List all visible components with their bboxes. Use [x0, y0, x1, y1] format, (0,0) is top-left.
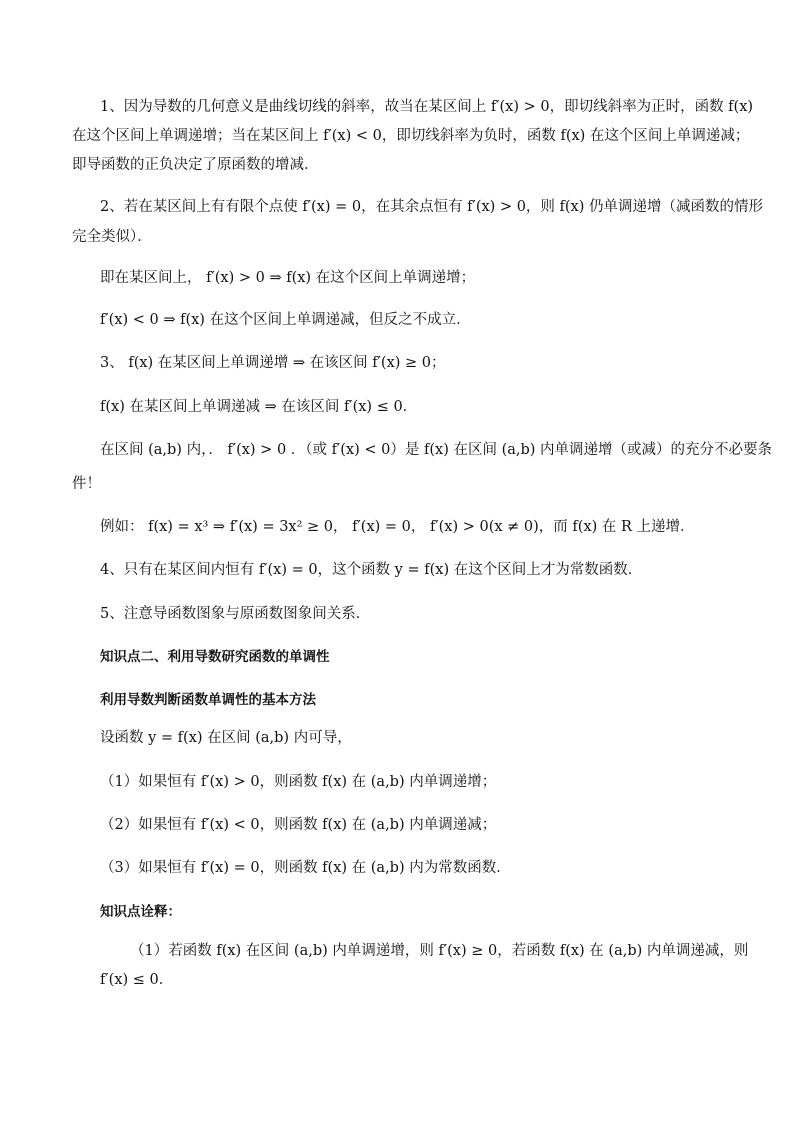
text-line: f(x) 在某区间上单调递减 ⇒ 在该区间 f′(x) ≤ 0．: [100, 399, 418, 415]
text-line: 2、若在某区间上有有限个点使 f′(x) = 0，在其余点恒有 f′(x) > 0，则 f(x) 仍单调递增（减函数的情形: [100, 199, 764, 215]
text-line: 1、因为导数的几何意义是曲线切线的斜率，故当在某区间上 f′(x) > 0，即切线斜率为正时，函数 f(x): [100, 99, 754, 115]
text-line: f′(x) < 0 ⇒ f(x) 在这个区间上单调递减，但反之不成立．: [100, 312, 471, 328]
text-line: 在这个区间上单调递增；当在某区间上 f′(x) < 0，即切线斜率为负时，函数 f(x) 在这个区间上单调递减；: [72, 128, 750, 144]
text-line: 3、 f(x) 在某区间上单调递增 ⇒ 在该区间 f′(x) ≥ 0；: [100, 355, 446, 371]
text-line: （3）如果恒有 f′(x) = 0，则函数 f(x) 在 (a,b) 内为常数函数．: [100, 860, 511, 876]
text-line: 在区间 (a,b) 内，． f′(x) > 0 ．（或 f′(x) < 0）是 f(x) 在区间 (a,b) 内单调递增（或减）的充分不必要条: [100, 442, 773, 458]
text-line: 例如： f(x) = x³ ⇒ f′(x) = 3x² ≥ 0， f′(x) = 0， f′(x) > 0(x ≠ 0)，而 f(x) 在 R 上递增．: [100, 519, 695, 535]
text-line: 5、注意导函数图象与原函数图象间关系．: [100, 606, 371, 622]
text-line: 即导函数的正负决定了原函数的增减．: [72, 157, 319, 173]
text-line: 件！: [72, 476, 101, 492]
section-heading: 知识点二、利用导数研究函数的单调性: [100, 649, 330, 665]
subsection-heading: 利用导数判断函数单调性的基本方法: [100, 692, 316, 708]
text-line: （2）如果恒有 f′(x) < 0，则函数 f(x) 在 (a,b) 内单调递减；: [100, 817, 497, 833]
text-line: 4、只有在某区间内恒有 f′(x) = 0，这个函数 y = f(x) 在这个区间上才为常数函数．: [100, 562, 643, 578]
text-line: （1）如果恒有 f′(x) > 0，则函数 f(x) 在 (a,b) 内单调递增；: [100, 774, 497, 790]
text-line: 设函数 y = f(x) 在区间 (a,b) 内可导，: [100, 730, 352, 746]
text-line: 完全类似）．: [72, 229, 152, 245]
text-line: （1）若函数 f(x) 在区间 (a,b) 内单调递增，则 f′(x) ≥ 0，若函数 f(x) 在 (a,b) 内单调递减，则: [130, 943, 749, 959]
text-line: f′(x) ≤ 0．: [100, 972, 174, 988]
text-line: 即在某区间上， f′(x) > 0 ⇒ f(x) 在这个区间上单调递增；: [100, 270, 476, 286]
notes-heading: 知识点诠释：: [100, 904, 181, 920]
